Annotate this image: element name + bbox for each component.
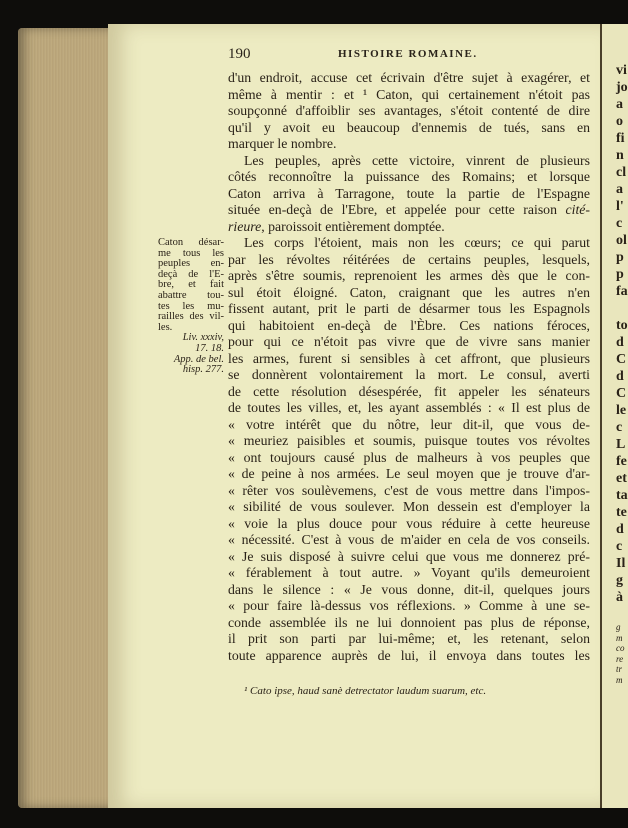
italic-text: cité- (565, 202, 590, 217)
facing-page-fragment: d (616, 522, 624, 537)
margin-reference: Liv. xxxiv, (182, 332, 224, 344)
margin-reference: hisp. 277. (182, 364, 224, 376)
text-line (228, 450, 590, 467)
facing-page-fragment: a (616, 182, 623, 197)
facing-page-fragment: c (616, 420, 623, 435)
line-text: par les révoltes réitérées de certains peuples, lesquels, (228, 251, 590, 267)
line-text: dans le silence : « Je vous donne, dit-il, quelques jours (228, 581, 590, 597)
body-text (228, 70, 590, 664)
facing-footnote-fragment: co (616, 643, 625, 653)
text-line (228, 466, 590, 483)
text-line (228, 334, 590, 351)
text-line (228, 615, 590, 632)
text-line (228, 582, 590, 599)
line-text: se donnèrent volontairement la mort. Le consul, averti (228, 367, 590, 382)
margin-note-line: abattre tou- (158, 289, 224, 301)
line-text: Les peuples, après cette victoire, vinrent de plusieurs (244, 152, 590, 168)
facing-page-fragment: te (616, 505, 627, 520)
running-header (228, 48, 588, 64)
text-line (228, 202, 590, 219)
facing-page-fragment: Il (616, 556, 626, 571)
margin-note-line: tes les mu- (158, 300, 224, 312)
line-text: « votre intérêt que du nôtre, leur dit-il, que vous de- (228, 416, 590, 432)
text-line (228, 516, 590, 533)
line-text: « Je suis disposé à suivre celui que vous me donnerez pré- (228, 548, 590, 564)
facing-page-fragment: L (616, 437, 626, 452)
facing-page-footnote (616, 622, 625, 685)
text-line (228, 318, 590, 335)
text-line (228, 549, 590, 566)
facing-page-fragment: vi (616, 63, 627, 78)
text-line (228, 235, 590, 252)
facing-page-fragment: fi (616, 131, 625, 146)
text-line (228, 433, 590, 450)
margin-note-line: railles des vil- (158, 311, 224, 323)
line-text: de cette résolution désespérée, fit appeler les sénateurs (228, 383, 590, 399)
text-line (228, 219, 590, 236)
text-line (228, 252, 590, 269)
facing-footnote-fragment: g (616, 622, 621, 632)
facing-page-fragment: g (616, 573, 623, 588)
text-line (228, 153, 590, 170)
text-line (228, 120, 590, 137)
line-text: côtés reconnoître la puissance des Romains; et lorsque (228, 169, 590, 184)
text-line (228, 417, 590, 434)
line-text: « rêter vos soulèvemens, c'est de vous mettre dans l'impos- (228, 482, 590, 498)
facing-page-fragment (616, 300, 628, 317)
facing-page-fragment: ol (616, 233, 627, 248)
facing-page-fragment: C (616, 386, 627, 401)
text-line (228, 565, 590, 582)
facing-page-text (616, 62, 628, 606)
line-text: conde assemblée ils ne lui donnoient pas plus de réponse, (228, 614, 590, 630)
facing-footnote-fragment: m (616, 674, 623, 685)
facing-page-fragment: jo (616, 80, 628, 95)
facing-page-fragment: cl (616, 165, 627, 180)
text-line (228, 631, 590, 648)
text-line (228, 648, 590, 665)
margin-note-line: les. (158, 321, 173, 333)
line-text: marquer le nombre. (228, 136, 337, 151)
text-line (228, 87, 590, 104)
margin-note-line: me tous les (158, 247, 224, 259)
facing-page-fragment: d (616, 335, 624, 350)
line-text: il prit son parti par lui-même; et, les retenant, selon (228, 631, 590, 646)
text-line (228, 268, 590, 285)
italic-text: rieure (228, 218, 262, 234)
facing-page-fragment: n (616, 148, 624, 163)
facing-footnote-fragment: re (616, 653, 624, 664)
text-line (228, 169, 590, 186)
text-line (228, 70, 590, 87)
text-line (228, 384, 590, 401)
text-line (228, 598, 590, 615)
facing-page-fragment: to (616, 318, 628, 333)
line-text: « sibilité de vous soulever. Mon dessein est d'employer la (228, 499, 590, 514)
line-text: qui habitoient en-deçà de l'Èbre. Ces nations féroces, (228, 317, 590, 333)
line-text: d'un endroit, accuse cet écrivain d'être sujet à exagérer, et (228, 70, 590, 85)
facing-page-fragment: ta (616, 488, 628, 503)
text-line (228, 186, 590, 203)
margin-note-line: deçà de l'E- (158, 268, 224, 280)
line-text: Caton arriva à Tarragone, toute la partie de l'Espagne (228, 185, 590, 201)
line-text: « voie la plus douce pour vous réduire à cette heureuse (228, 515, 590, 531)
book-page-edges (18, 28, 118, 808)
facing-page-fragment: p (616, 267, 624, 282)
text-line (228, 103, 590, 120)
line-text: , paroissoit entièrement domptée. (261, 218, 445, 234)
line-text: « meuriez paisibles et soumis, puisque toutes vos révoltes (228, 433, 590, 448)
facing-footnote-fragment: tr (616, 664, 623, 674)
margin-reference: App. de bel. (173, 353, 224, 365)
facing-page-fragment: o (616, 114, 623, 129)
facing-page-fragment: et (616, 471, 627, 486)
line-text: fissent autant, prit le parti de désarmer tous les Espagnols (228, 301, 590, 316)
facing-page-fragment: le (616, 403, 627, 418)
facing-page-fragment: a (616, 97, 623, 112)
line-text: « nécessité. C'est à vous de m'aider en cela de vos conseils. (228, 532, 590, 547)
line-text: pour qui ce n'étoit pas vivre que de vivre sans manier (228, 334, 590, 349)
facing-footnote-fragment: m (616, 632, 623, 643)
facing-page-fragment: p (616, 250, 624, 265)
text-line (228, 483, 590, 500)
margin-note-line: bre, et fait (158, 279, 224, 291)
margin-reference: 17. 18. (195, 342, 224, 354)
facing-page-fragment: c (616, 216, 623, 231)
line-text: « ont toujours causé plus de malheurs à vos peuples que (228, 449, 590, 465)
text-line (228, 351, 590, 368)
facing-page-fragment: fe (616, 454, 627, 469)
footnote: ¹ Cato ipse, haud sanè detrectator laudum suarum, etc. (244, 685, 487, 697)
facing-page-fragment: C (616, 352, 627, 367)
line-text: après s'être soumis, reprenoient les armes dès que le con- (228, 268, 590, 283)
text-line (228, 301, 590, 318)
line-text: située en-deçà de l'Ebre, et appelée pour cette raison (228, 202, 566, 217)
facing-page-fragment: fa (616, 284, 628, 299)
line-text: même à mentir : et ¹ Caton, qui certainement n'étoit pas (228, 86, 590, 102)
line-text: soupçonné d'affoiblir ses avantages, s'étoit contenté de dire (228, 103, 590, 118)
margin-note (158, 238, 224, 376)
line-text: « de peine à nos armées. Le seul moyen que je trouve d'ar- (228, 466, 590, 481)
running-title: HISTOIRE ROMAINE. (338, 48, 478, 60)
line-text: « férablement à tout autre. » Voyant qu'ils demeuroient (228, 565, 590, 580)
page-number: 190 (228, 46, 251, 62)
facing-page-fragment: l' (616, 199, 624, 214)
facing-page-fragment: c (616, 539, 623, 554)
text-line (228, 499, 590, 516)
text-line (228, 285, 590, 302)
line-text: « pour faire là-dessus vos réflexions. » Comme à une se- (228, 598, 590, 613)
margin-note-line: peuples en- (158, 258, 224, 270)
margin-note-line: Caton désar- (158, 237, 224, 248)
line-text: sul étoit éloigné. Caton, craignant que les autres n'en (228, 284, 590, 300)
text-line (228, 532, 590, 549)
line-text: les armes, furent si sensibles à cet affront, que plusieurs (228, 350, 590, 366)
line-text: qu'il y avoit eu beaucoup d'ennemis de tués, sans en (228, 119, 590, 135)
line-text: toute apparence auprès de lui, il envoya dans toutes les (228, 647, 590, 663)
text-line (228, 136, 590, 153)
text-line (228, 367, 590, 384)
facing-page-fragment: à (616, 590, 623, 605)
line-text: Les corps l'étoient, mais non les cœurs; ce qui parut (244, 235, 590, 250)
facing-page-fragment: d (616, 369, 624, 384)
line-text: de toutes les villes, et, les ayant assemblés : « Il est plus de (228, 400, 590, 415)
text-line (228, 400, 590, 417)
